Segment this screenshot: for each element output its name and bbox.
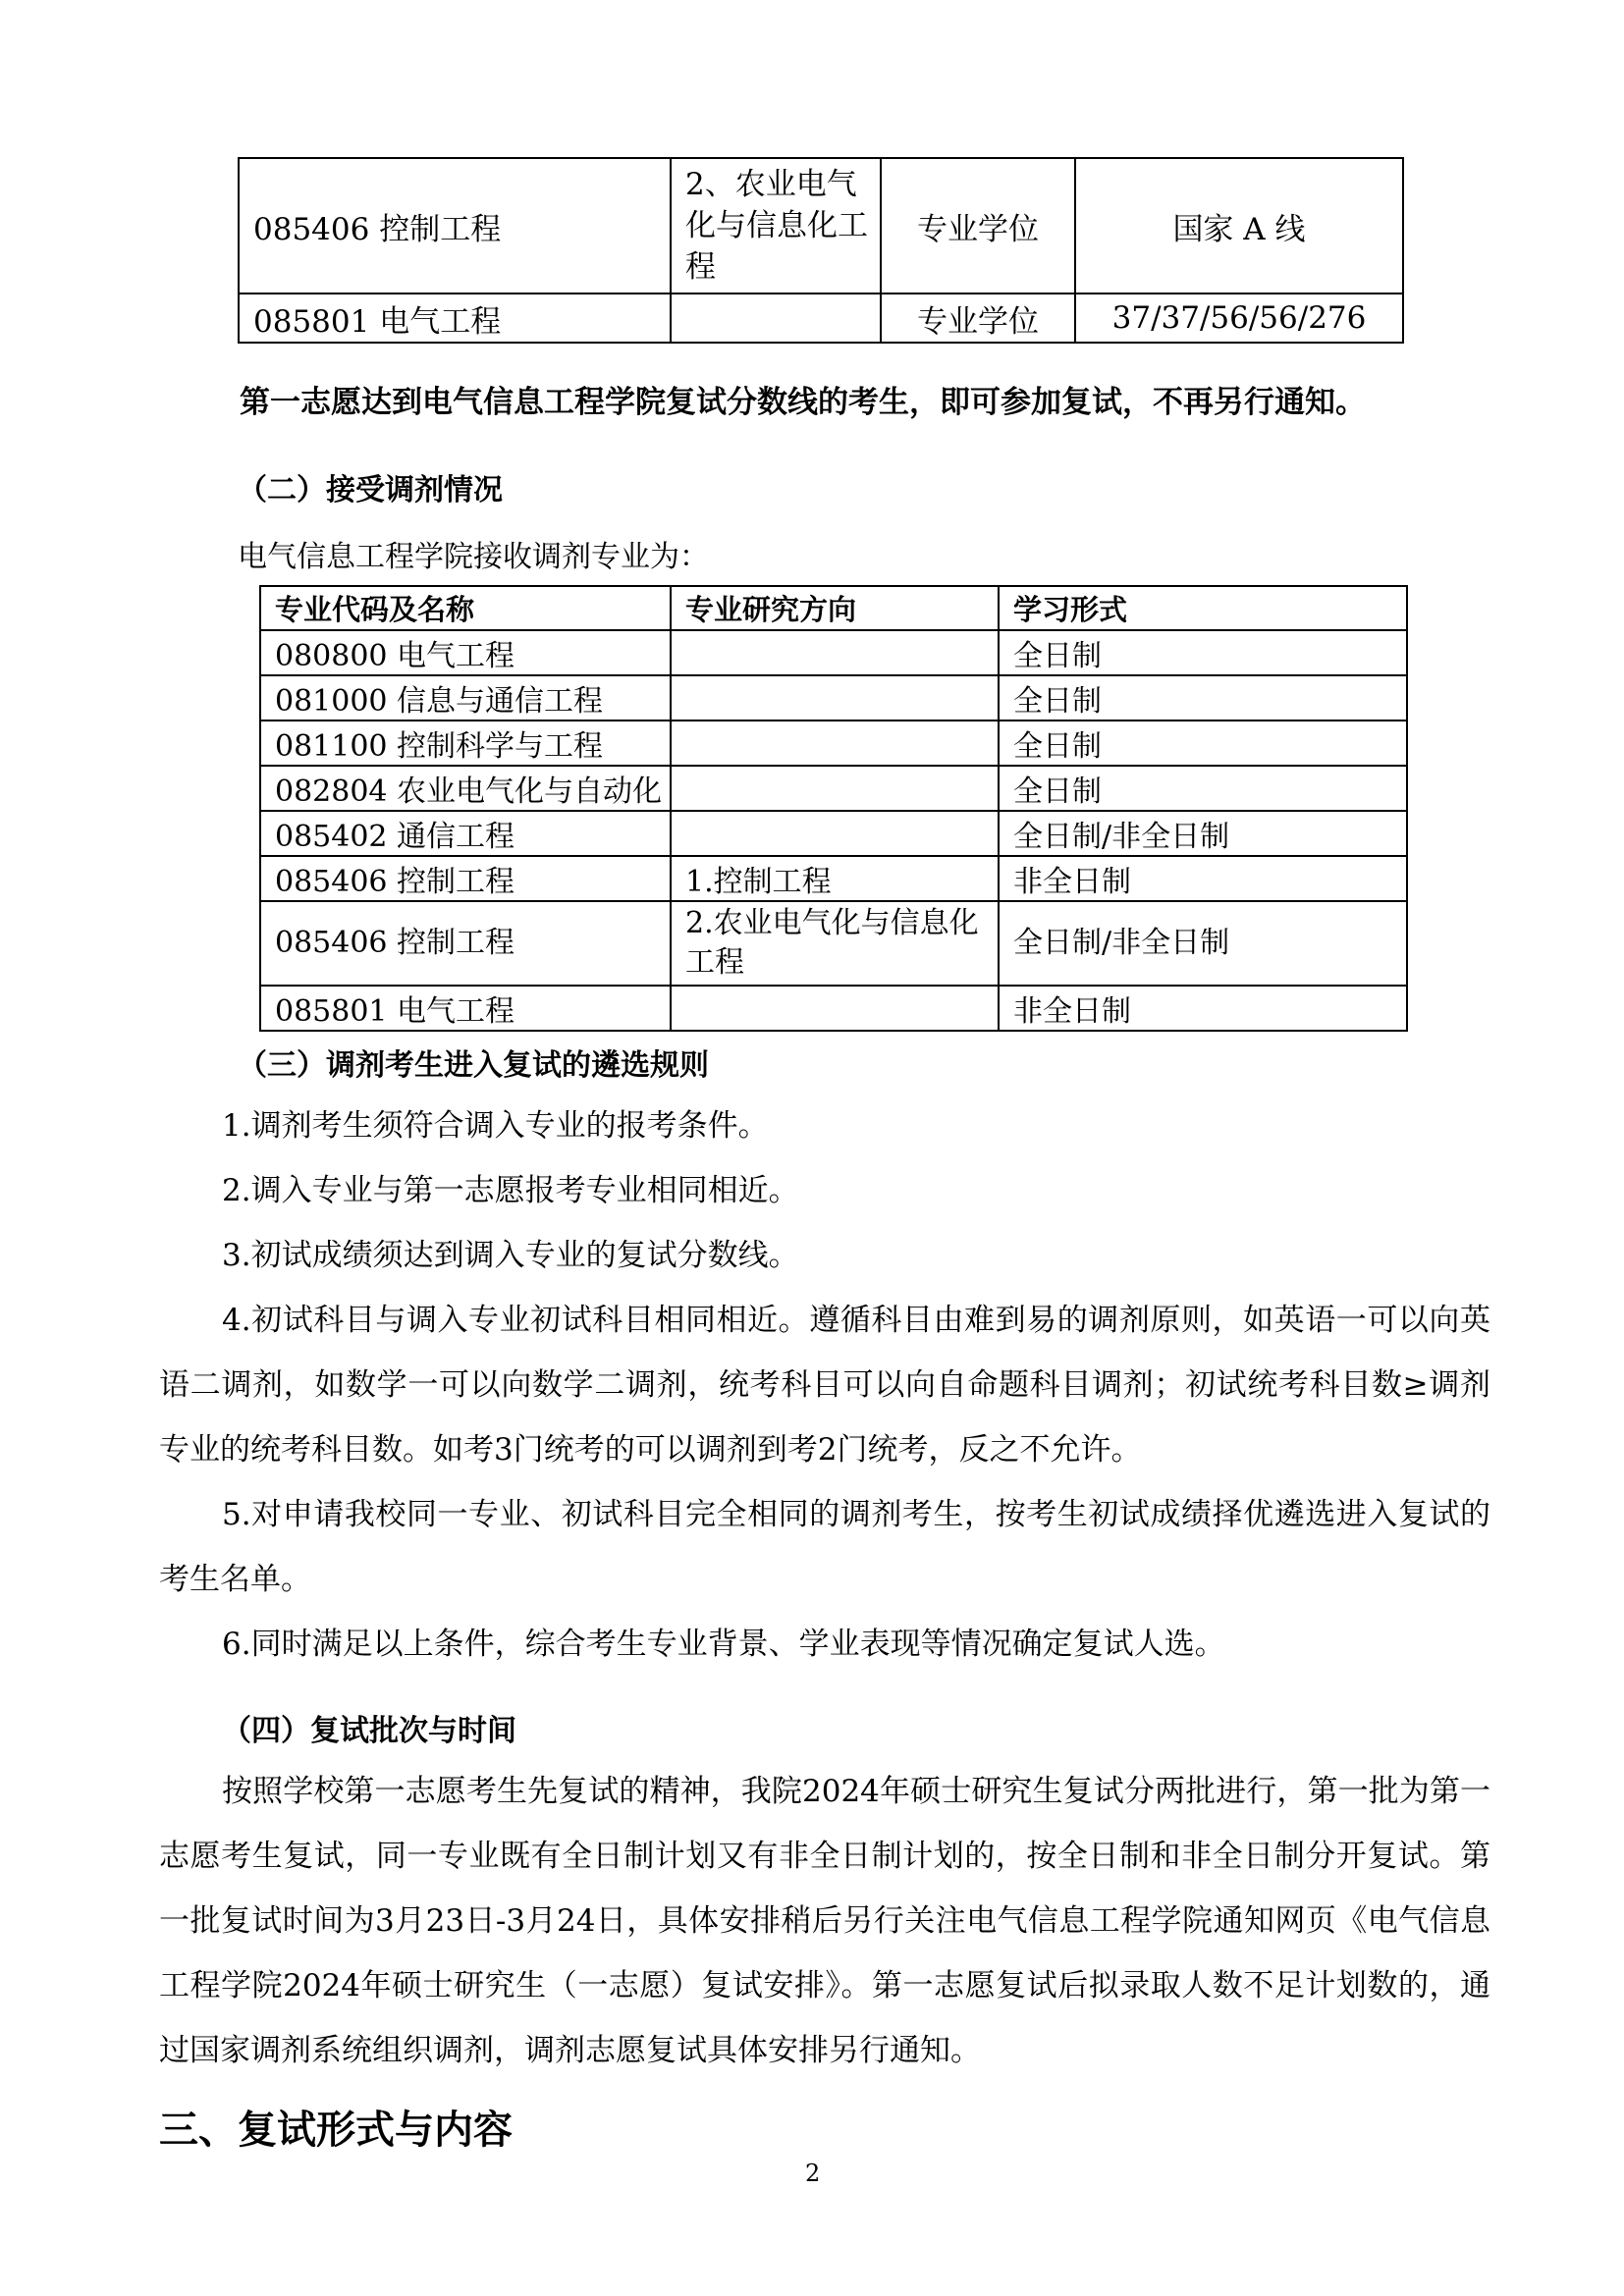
- major-cell: 081100 控制科学与工程: [260, 721, 671, 766]
- column-header: 学习形式: [999, 586, 1407, 630]
- major-cell: 085402 通信工程: [260, 811, 671, 856]
- table-row: [260, 630, 1407, 675]
- major-cell: 085406 控制工程: [239, 158, 671, 294]
- schedule-paragraph: 按照学校第一志愿考生先复试的精神，我院2024年硕士研究生复试分两批进行，第一批为第一志愿考生复试，同一专业既有全日制计划又有非全日制计划的，按全日制和非全日制分开复试。第一批复试时间为3月23日-3月24日，具体安排稍后另行关注电气信息工程学院通知网页《电气信息工程学院2024年硕士研究生（一志愿）复试安排》。第一志愿复试后拟录取人数不足计划数的，通过国家调剂系统组织调剂，调剂志愿复试具体安排另行通知。: [159, 1774, 1490, 2068]
- study-mode-cell: 全日制: [999, 721, 1407, 766]
- study-mode-cell: 全日制: [999, 766, 1407, 811]
- study-mode-cell: 全日制/非全日制: [999, 901, 1407, 986]
- major-cell: 082804 农业电气化与自动化: [260, 766, 671, 811]
- direction-cell: [671, 766, 999, 811]
- direction-cell: [671, 675, 999, 721]
- direction-cell: 1.控制工程: [671, 856, 999, 901]
- study-mode-cell: 非全日制: [999, 986, 1407, 1031]
- study-mode-cell: 全日制: [999, 675, 1407, 721]
- major-cell: 080800 电气工程: [260, 630, 671, 675]
- direction-cell: [671, 630, 999, 675]
- direction-cell: [671, 986, 999, 1031]
- table-row: [239, 294, 1403, 343]
- table-row: [260, 811, 1407, 856]
- page-number: 2: [805, 2160, 821, 2187]
- table-row: [260, 901, 1407, 986]
- major-cell: 081000 信息与通信工程: [260, 675, 671, 721]
- direction-cell: [671, 294, 881, 343]
- direction-cell: 2、农业电气化与信息化工程: [671, 158, 881, 294]
- major-cell: 085801 电气工程: [260, 986, 671, 1031]
- rule-item: 3.初试成绩须达到调入专业的复试分数线。: [222, 1238, 799, 1273]
- column-header: 专业研究方向: [671, 586, 999, 630]
- rule-item: 5.对申请我校同一专业、初试科目完全相同的调剂考生，按考生初试成绩择优遴选进入复试的考生名单。: [159, 1497, 1490, 1597]
- rule-item: 2.调入专业与第一志愿报考专业相同相近。: [222, 1173, 799, 1208]
- table-row: [260, 766, 1407, 811]
- major-cell: 085406 控制工程: [260, 901, 671, 986]
- score-line-cell: 国家 A 线: [1075, 158, 1403, 294]
- section-heading-schedule: （四）复试批次与时间: [222, 1714, 516, 1748]
- degree-type-cell: 专业学位: [881, 294, 1075, 343]
- column-header: 专业代码及名称: [260, 586, 671, 630]
- table-row: [260, 986, 1407, 1031]
- rule-item: 6.同时满足以上条件，综合考生专业背景、学业表现等情况确定复试人选。: [222, 1627, 1225, 1662]
- score-line-cell: 37/37/56/56/276: [1075, 294, 1403, 343]
- direction-cell: 2.农业电气化与信息化工程: [671, 901, 999, 986]
- major-cell: 085801 电气工程: [239, 294, 671, 343]
- table-row: [239, 158, 1403, 294]
- table-header-row: [260, 586, 1407, 630]
- major-cell: 085406 控制工程: [260, 856, 671, 901]
- section-heading-retest-form: 三、复试形式与内容: [159, 2108, 513, 2153]
- study-mode-cell: 全日制/非全日制: [999, 811, 1407, 856]
- retest-notice: 第一志愿达到电气信息工程学院复试分数线的考生，即可参加复试，不再另行通知。: [240, 385, 1366, 420]
- transfer-majors-table: [259, 585, 1408, 1032]
- transfer-intro: 电气信息工程学院接收调剂专业为：: [238, 540, 709, 574]
- section-heading-transfer: （二）接受调剂情况: [238, 473, 503, 507]
- degree-type-cell: 专业学位: [881, 158, 1075, 294]
- table-row: [260, 721, 1407, 766]
- study-mode-cell: 全日制: [999, 630, 1407, 675]
- table-row: [260, 675, 1407, 721]
- direction-cell: [671, 811, 999, 856]
- rule-item: 1.调剂考生须符合调入专业的报考条件。: [222, 1108, 769, 1144]
- table-row: [260, 856, 1407, 901]
- section-heading-selection-rules: （三）调剂考生进入复试的遴选规则: [238, 1048, 709, 1083]
- admission-line-table: [238, 157, 1404, 344]
- direction-cell: [671, 721, 999, 766]
- study-mode-cell: 非全日制: [999, 856, 1407, 901]
- rule-item: 4.初试科目与调入专业初试科目相同相近。遵循科目由难到易的调剂原则，如英语一可以向英语二调剂，如数学一可以向数学二调剂，统考科目可以向自命题科目调剂；初试统考科目数≥调剂专业的统考科目数。如考3门统考的可以调剂到考2门统考，反之不允许。: [159, 1303, 1490, 1468]
